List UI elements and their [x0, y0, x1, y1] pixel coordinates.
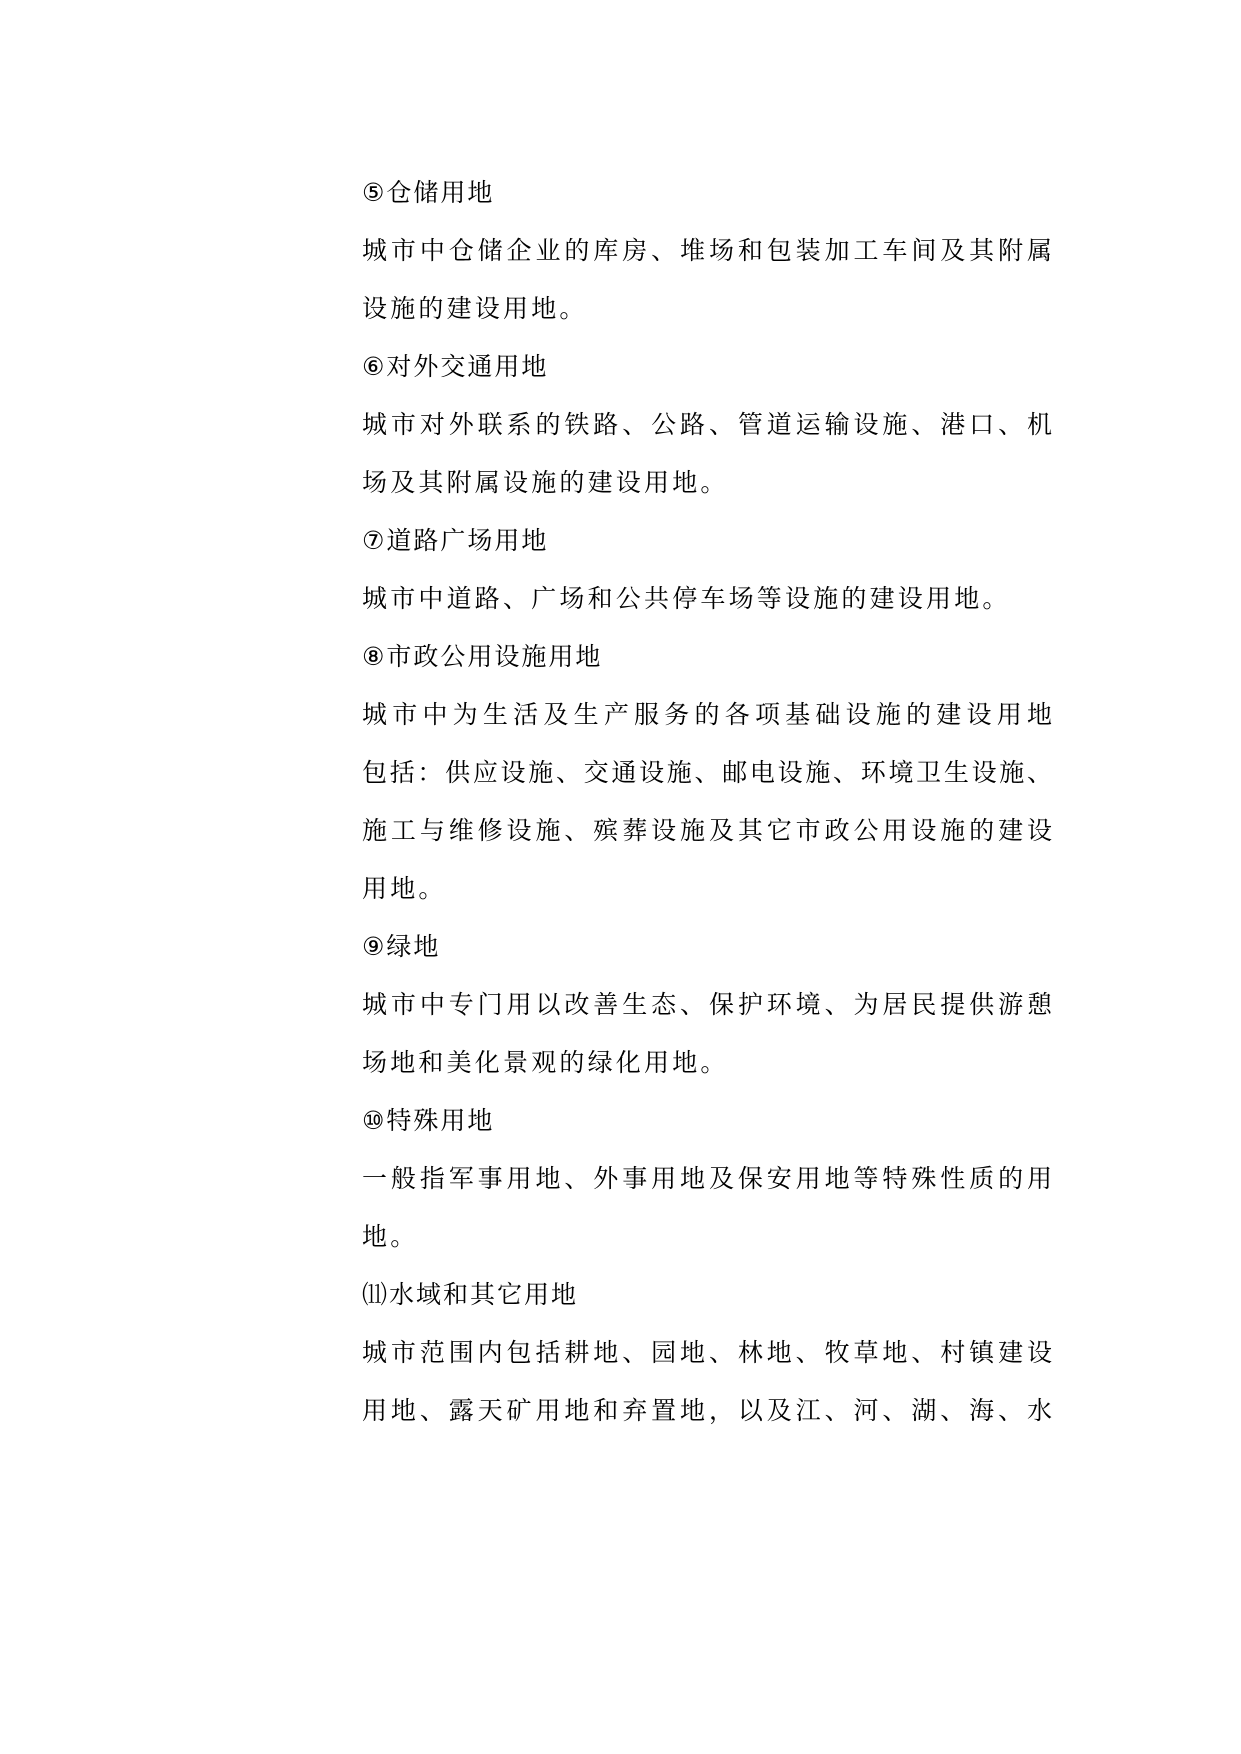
section-heading-warehouse: ⑤仓储用地	[362, 178, 495, 207]
paragraph-line: 一般指军事用地、外事用地及保安用地等特殊性质的用	[362, 1164, 1052, 1193]
paragraph-line: 场地和美化景观的绿化用地。	[362, 1048, 729, 1077]
section-heading-municipal-utilities: ⑧市政公用设施用地	[362, 642, 603, 671]
paragraph-line: 城市中为生活及生产服务的各项基础设施的建设用地	[362, 700, 1052, 729]
paragraph-line: 施工与维修设施、殡葬设施及其它市政公用设施的建设	[362, 816, 1052, 845]
section-heading-special-use: ⑩特殊用地	[362, 1106, 495, 1135]
paragraph-line: 城市中道路、广场和公共停车场等设施的建设用地。	[362, 584, 1011, 613]
paragraph-line: 城市中仓储企业的库房、堆场和包装加工车间及其附属	[362, 236, 1052, 265]
paragraph-line: 用地。	[362, 874, 447, 903]
paragraph-line: 城市对外联系的铁路、公路、管道运输设施、港口、机	[362, 410, 1052, 439]
paragraph-line: 地。	[362, 1222, 419, 1251]
paragraph-line: 城市范围内包括耕地、园地、林地、牧草地、村镇建设	[362, 1338, 1052, 1367]
paragraph-line: 场及其附属设施的建设用地。	[362, 468, 729, 497]
section-heading-green-space: ⑨绿地	[362, 932, 441, 961]
paragraph-line: 包括：供应设施、交通设施、邮电设施、环境卫生设施、	[362, 758, 1052, 787]
paragraph-line: 城市中专门用以改善生态、保护环境、为居民提供游憩	[362, 990, 1052, 1019]
paragraph-line: 用地、露天矿用地和弃置地，以及江、河、湖、海、水	[362, 1396, 1052, 1425]
section-heading-roads-squares: ⑦道路广场用地	[362, 526, 549, 555]
paragraph-line: 设施的建设用地。	[362, 294, 588, 323]
section-heading-water-other: ⑾水域和其它用地	[362, 1280, 579, 1309]
document-body	[362, 164, 1052, 1440]
section-heading-external-transport: ⑥对外交通用地	[362, 352, 549, 381]
